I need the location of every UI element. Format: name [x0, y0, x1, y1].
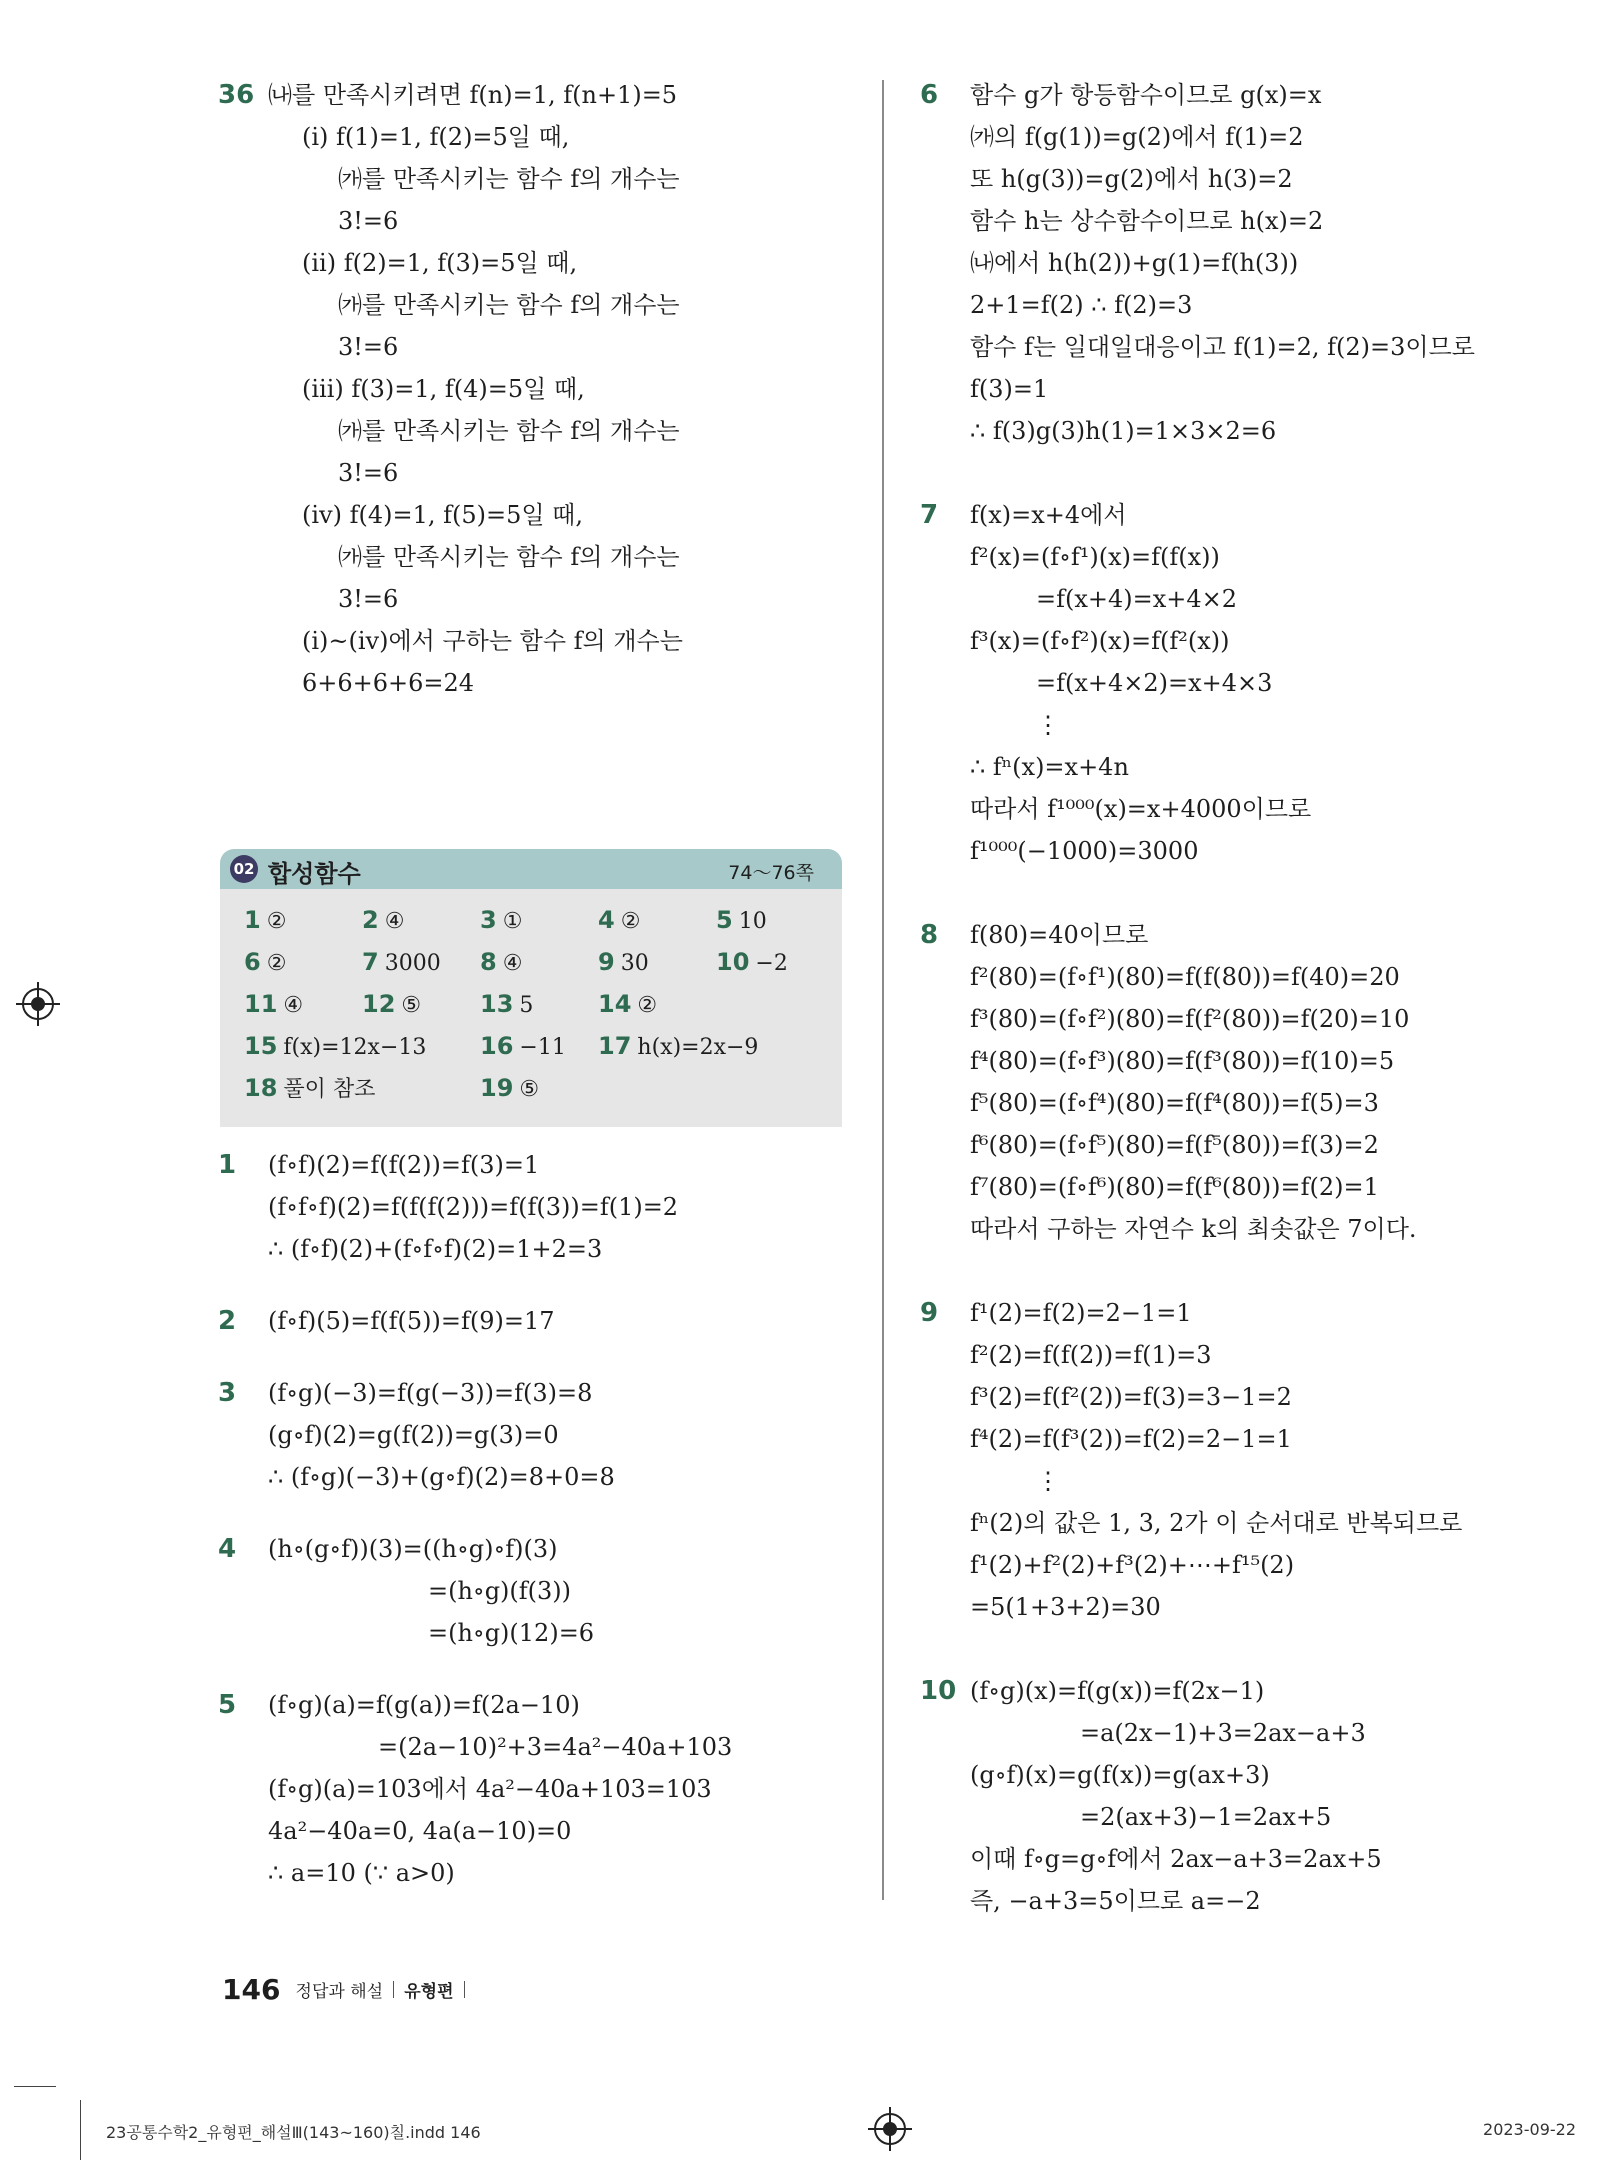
column-divider	[882, 80, 884, 1900]
answer-value: 3000	[384, 951, 441, 976]
solution-line: =(h∘g)(f(3))	[428, 1577, 572, 1605]
solution-line: =f(x+4)=x+4×2	[1036, 585, 1238, 613]
answer-number: 11	[244, 990, 278, 1018]
answer-number: 19	[480, 1074, 514, 1102]
print-slug-date: 2023-09-22	[1483, 2120, 1576, 2139]
solution-line: 6+6+6+6=24	[302, 669, 475, 697]
answer-item	[362, 905, 404, 937]
problem-4	[218, 1528, 848, 1654]
solution-line: =(h∘g)(12)=6	[428, 1619, 595, 1647]
solution-line: f⁴(80)=(f∘f³)(80)=f(f³(80))=f(10)=5	[970, 1047, 1395, 1075]
solution-line: f³(x)=(f∘f²)(x)=f(f²(x))	[970, 627, 1230, 655]
answer-item	[480, 1031, 566, 1063]
footer-separator	[464, 1981, 465, 1998]
solution-line: 2+1=f(2) ∴ f(2)=3	[970, 291, 1193, 319]
problem-6	[920, 74, 1520, 452]
answer-number: 18	[244, 1074, 278, 1102]
problem-8	[920, 914, 1520, 1250]
solution-line: ㈎를 만족시키는 함수 f의 개수는	[338, 165, 680, 193]
section-title: 합성함수	[268, 860, 361, 888]
solution-line: ㈏를 만족시키려면 f(n)=1, f(n+1)=5	[268, 81, 678, 109]
solution-line: 4a²−40a=0, 4a(a−10)=0	[268, 1817, 572, 1845]
section-badge: 02	[230, 855, 258, 883]
answer-number: 9	[598, 948, 615, 976]
solution-line: =2(ax+3)−1=2ax+5	[1080, 1803, 1332, 1831]
solution-line: ∴ (f∘f)(2)+(f∘f∘f)(2)=1+2=3	[268, 1235, 603, 1263]
solution-line: (h∘(g∘f))(3)=((h∘g)∘f)(3)	[268, 1535, 558, 1563]
solution-line: f²(80)=(f∘f¹)(80)=f(f(80))=f(40)=20	[970, 963, 1400, 991]
solution-line: (ⅳ) f(4)=1, f(5)=5일 때,	[302, 501, 583, 529]
solution-line: =a(2x−1)+3=2ax−a+3	[1080, 1719, 1366, 1747]
solution-line: f(x)=x+4에서	[970, 501, 1127, 529]
solution-line: ⋮	[1036, 1467, 1060, 1495]
solution-line: ⋮	[1036, 711, 1060, 739]
solution-line: f⁶(80)=(f∘f⁵)(80)=f(f⁵(80))=f(3)=2	[970, 1131, 1379, 1159]
solution-line: (f∘f∘f)(2)=f(f(f(2)))=f(f(3))=f(1)=2	[268, 1193, 679, 1221]
answer-item	[244, 947, 286, 979]
solution-line: (f∘f)(2)=f(f(2))=f(3)=1	[268, 1151, 540, 1179]
answer-number: 8	[480, 948, 497, 976]
problem-number: 7	[920, 500, 939, 530]
answer-value: ②	[266, 909, 287, 934]
solution-line: f¹(2)=f(2)=2−1=1	[970, 1299, 1192, 1327]
solution-line: 따라서 f¹⁰⁰⁰(x)=x+4000이므로	[970, 795, 1312, 823]
solution-line: 3!=6	[338, 207, 399, 235]
problem-5	[218, 1684, 848, 1894]
problem-2	[218, 1300, 848, 1342]
problem-9	[920, 1292, 1520, 1628]
problem-1	[218, 1144, 848, 1270]
answer-value: 10	[738, 909, 767, 934]
problem-number: 5	[218, 1690, 237, 1720]
page-range: 74～76쪽	[728, 862, 814, 884]
answer-item	[362, 989, 421, 1021]
solution-line: (f∘f)(5)=f(f(5))=f(9)=17	[268, 1307, 555, 1335]
answer-item	[244, 989, 303, 1021]
answer-item	[598, 947, 649, 979]
solution-line: =f(x+4×2)=x+4×3	[1036, 669, 1273, 697]
answer-value: ①	[502, 909, 523, 934]
solution-line: 따라서 구하는 자연수 k의 최솟값은 7이다.	[970, 1215, 1417, 1243]
solution-line: 함수 f는 일대일대응이고 f(1)=2, f(2)=3이므로	[970, 333, 1475, 361]
answer-value: ④	[384, 909, 405, 934]
problem-36	[218, 74, 848, 704]
page-number: 146	[222, 1973, 281, 2006]
answer-number: 4	[598, 906, 615, 934]
answer-number: 3	[480, 906, 497, 934]
answer-item	[480, 1073, 539, 1105]
answer-item	[244, 1031, 426, 1063]
solution-line: ㈎를 만족시키는 함수 f의 개수는	[338, 417, 680, 445]
answer-item	[716, 905, 767, 937]
problem-number: 10	[920, 1676, 957, 1706]
answer-item	[480, 905, 522, 937]
solution-line: f⁴(2)=f(f³(2))=f(2)=2−1=1	[970, 1425, 1292, 1453]
solution-line: f¹⁰⁰⁰(−1000)=3000	[970, 837, 1199, 865]
answer-box	[220, 849, 842, 1127]
solution-line: =5(1+3+2)=30	[970, 1593, 1161, 1621]
footer-section: 유형편	[404, 1982, 454, 2002]
answer-number: 12	[362, 990, 396, 1018]
solution-line: 함수 h는 상수함수이므로 h(x)=2	[970, 207, 1324, 235]
answer-box-header	[220, 849, 842, 889]
answer-number: 16	[480, 1032, 514, 1060]
solution-line: 또 h(g(3))=g(2)에서 h(3)=2	[970, 165, 1293, 193]
answer-number: 14	[598, 990, 632, 1018]
print-slug-file: 23공통수학2_유형편_해설Ⅲ(143~160)칠.indd 146	[106, 2123, 481, 2142]
problem-number: 4	[218, 1534, 237, 1564]
answer-item	[362, 947, 441, 979]
problem-number: 2	[218, 1306, 237, 1336]
solution-line: (ⅰ) f(1)=1, f(2)=5일 때,	[302, 123, 570, 151]
answer-item	[244, 905, 286, 937]
solution-line: (f∘g)(x)=f(g(x))=f(2x−1)	[970, 1677, 1265, 1705]
solution-line: f²(2)=f(f(2))=f(1)=3	[970, 1341, 1212, 1369]
solution-line: (g∘f)(2)=g(f(2))=g(3)=0	[268, 1421, 559, 1449]
solution-line: f⁷(80)=(f∘f⁶)(80)=f(f⁶(80))=f(2)=1	[970, 1173, 1379, 1201]
answer-value: ⑤	[519, 1077, 540, 1102]
answer-number: 1	[244, 906, 261, 934]
answer-value: f(x)=12x−13	[283, 1035, 427, 1060]
answer-value: ②	[620, 909, 641, 934]
solution-line: ㈎의 f(g(1))=g(2)에서 f(1)=2	[970, 123, 1304, 151]
solution-line: 3!=6	[338, 459, 399, 487]
problem-7	[920, 494, 1520, 872]
answer-item	[480, 989, 533, 1021]
answer-value: −11	[519, 1035, 566, 1060]
answer-value: ④	[283, 993, 304, 1018]
solution-line: fⁿ(2)의 값은 1, 3, 2가 이 순서대로 반복되므로	[970, 1509, 1463, 1537]
right-column	[920, 74, 1520, 1922]
solution-line: ㈎를 만족시키는 함수 f의 개수는	[338, 291, 680, 319]
solution-line: ∴ fⁿ(x)=x+4n	[970, 753, 1129, 781]
problem-3	[218, 1372, 848, 1498]
solution-line: (f∘g)(a)=f(g(a))=f(2a−10)	[268, 1691, 580, 1719]
solution-line: ∴ a=10 (∵ a>0)	[268, 1859, 455, 1887]
answer-value: 30	[620, 951, 649, 976]
answer-value: h(x)=2x−9	[637, 1035, 759, 1060]
solution-line: =(2a−10)²+3=4a²−40a+103	[378, 1733, 733, 1761]
answer-item	[598, 905, 640, 937]
problem-number: 8	[920, 920, 939, 950]
answer-value: −2	[755, 951, 788, 976]
solution-line: ㈏에서 h(h(2))+g(1)=f(h(3))	[970, 249, 1299, 277]
solution-line: 함수 g가 항등함수이므로 g(x)=x	[970, 81, 1322, 109]
solution-line: (ⅰ)~(ⅳ)에서 구하는 함수 f의 개수는	[302, 627, 683, 655]
footer-separator	[393, 1981, 394, 1998]
answer-item	[598, 1031, 758, 1063]
answer-item	[598, 989, 657, 1021]
solution-line: ㈎를 만족시키는 함수 f의 개수는	[338, 543, 680, 571]
solution-line: 3!=6	[338, 585, 399, 613]
problem-10	[920, 1670, 1520, 1922]
problem-number: 9	[920, 1298, 939, 1328]
solution-line: f³(2)=f(f²(2))=f(3)=3−1=2	[970, 1383, 1292, 1411]
solution-line: f(80)=40이므로	[970, 921, 1149, 949]
registration-mark-icon	[22, 988, 54, 1020]
solution-line: ∴ (f∘g)(−3)+(g∘f)(2)=8+0=8	[268, 1463, 615, 1491]
crop-mark	[14, 2086, 56, 2087]
answer-value: 풀이 참조	[283, 1077, 376, 1102]
solution-line: (f∘g)(−3)=f(g(−3))=f(3)=8	[268, 1379, 593, 1407]
answer-item	[716, 947, 788, 979]
answer-number: 6	[244, 948, 261, 976]
answer-item	[244, 1073, 375, 1105]
registration-mark-icon	[874, 2113, 906, 2145]
solution-line: (f∘g)(a)=103에서 4a²−40a+103=103	[268, 1775, 712, 1803]
solution-line: f¹(2)+f²(2)+f³(2)+⋯+f¹⁵(2)	[970, 1551, 1295, 1579]
footer-text: 정답과 해설	[295, 1982, 384, 2002]
solution-line: (ⅲ) f(3)=1, f(4)=5일 때,	[302, 375, 585, 403]
answer-number: 15	[244, 1032, 278, 1060]
problem-number: 1	[218, 1150, 237, 1180]
problem-number: 3	[218, 1378, 237, 1408]
answer-value: 5	[519, 993, 534, 1018]
solution-line: 즉, −a+3=5이므로 a=−2	[970, 1887, 1261, 1915]
answer-number: 2	[362, 906, 379, 934]
solution-line: (ⅱ) f(2)=1, f(3)=5일 때,	[302, 249, 578, 277]
answer-value: ⑤	[401, 993, 422, 1018]
answer-number: 13	[480, 990, 514, 1018]
answer-item	[480, 947, 522, 979]
solution-line: 이때 f∘g=g∘f에서 2ax−a+3=2ax+5	[970, 1845, 1382, 1873]
page-footer	[222, 1973, 470, 2006]
solution-line: ∴ f(3)g(3)h(1)=1×3×2=6	[970, 417, 1277, 445]
answer-value: ②	[637, 993, 658, 1018]
answer-number: 5	[716, 906, 733, 934]
solution-line: f²(x)=(f∘f¹)(x)=f(f(x))	[970, 543, 1220, 571]
problem-number: 6	[920, 80, 939, 110]
answer-value: ②	[266, 951, 287, 976]
answer-number: 17	[598, 1032, 632, 1060]
problem-number: 36	[218, 80, 255, 110]
solution-line: f⁵(80)=(f∘f⁴)(80)=f(f⁴(80))=f(5)=3	[970, 1089, 1379, 1117]
crop-mark	[80, 2100, 81, 2160]
answer-value: ④	[502, 951, 523, 976]
answer-number: 10	[716, 948, 750, 976]
solution-line: f(3)=1	[970, 375, 1049, 403]
answer-number: 7	[362, 948, 379, 976]
solution-line: f³(80)=(f∘f²)(80)=f(f²(80))=f(20)=10	[970, 1005, 1410, 1033]
solution-line: (g∘f)(x)=g(f(x))=g(ax+3)	[970, 1761, 1270, 1789]
solution-line: 3!=6	[338, 333, 399, 361]
